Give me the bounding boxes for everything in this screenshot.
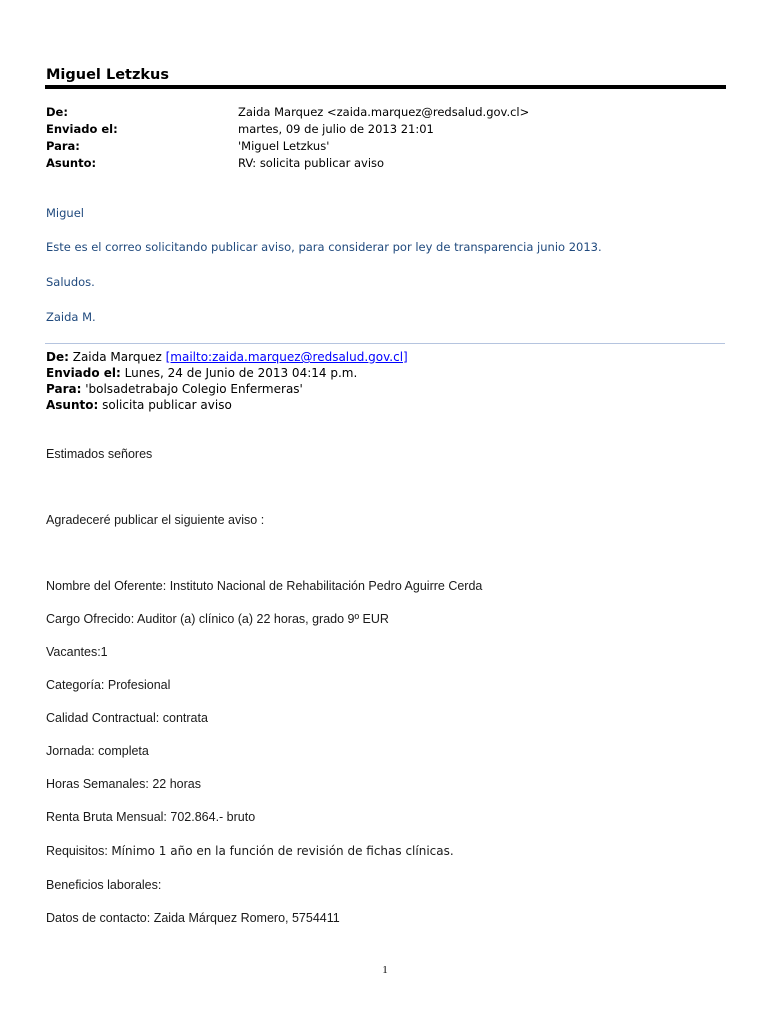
field-requisitos [46,844,454,858]
fwd-intro: Agradeceré publicar el siguiente aviso : [46,513,265,527]
fwd-to-label: Para: [46,382,82,396]
calidad-value: contrata [162,711,208,725]
contacto-value: Zaida Márquez Romero, 5754411 [153,911,340,925]
field-jornada [46,744,149,758]
fwd-sent-row [46,365,357,381]
jornada-label: Jornada: [46,744,95,758]
field-vacantes: Vacantes:1 [46,645,108,659]
oferente-label: Nombre del Oferente: [46,579,167,593]
title-rule [45,85,726,89]
fwd-sent-label: Enviado el: [46,366,121,380]
subject-label: Asunto: [46,156,97,170]
field-horas [46,777,201,791]
body-line1: Este es el correo solicitando publicar aviso, para considerar por ley de transparencia junio 2013. [46,240,602,254]
fwd-sent-value: Lunes, 24 de Junio de 2013 04:14 p.m. [124,366,358,380]
fwd-to-value: 'bolsadetrabajo Colegio Enfermeras' [85,382,303,396]
contacto-label: Datos de contacto: [46,911,151,925]
jornada-value: completa [98,744,149,758]
calidad-label: Calidad Contractual: [46,711,160,725]
horas-value: 22 horas [152,777,201,791]
fwd-salutation: Estimados señores [46,447,153,461]
fwd-from-name: Zaida Marquez [72,350,162,364]
body-greeting: Miguel [46,206,84,220]
recipient-name-title: Miguel Letzkus [46,67,169,83]
body-signature: Zaida M. [46,310,96,324]
field-renta [46,810,255,824]
subject-value: RV: solicita publicar aviso [238,156,385,170]
forward-separator [45,343,725,344]
fwd-from-label: De: [46,350,69,364]
field-categoria [46,678,170,692]
field-calidad [46,711,208,725]
fwd-subject-label: Asunto: [46,398,99,412]
from-label: De: [46,105,68,119]
renta-value: 702.864.- bruto [170,810,256,824]
cargo-value: Auditor (a) clínico (a) 22 horas, grado 9º EUR [137,612,389,626]
to-label: Para: [46,139,80,153]
sent-value: martes, 09 de julio de 2013 21:01 [238,122,434,136]
field-cargo [46,612,389,626]
body-closing: Saludos. [46,275,95,289]
oferente-value: Instituto Nacional de Rehabilitación Pedro Aguirre Cerda [169,579,483,593]
fwd-subject-value: solicita publicar aviso [102,398,232,412]
cargo-label: Cargo Ofrecido: [46,612,135,626]
sent-label: Enviado el: [46,122,118,136]
field-contacto [46,911,340,925]
from-value: Zaida Marquez <zaida.marquez@redsalud.gov.cl> [238,105,530,119]
field-beneficios: Beneficios laborales: [46,878,162,892]
categoria-label: Categoría: [46,678,105,692]
categoria-value: Profesional [107,678,171,692]
to-value: 'Miguel Letzkus' [238,139,330,153]
page-number: 1 [382,964,388,976]
fwd-to-row [46,381,303,397]
horas-label: Horas Semanales: [46,777,149,791]
requisitos-label: Requisitos: [46,844,108,858]
fwd-from-row [46,349,408,365]
requisitos-value: Mínimo 1 año en la función de revisión de fichas clínicas. [111,844,454,858]
field-oferente [46,579,482,593]
renta-label: Renta Bruta Mensual: [46,810,167,824]
fwd-mailto-link[interactable]: [mailto:zaida.marquez@redsalud.gov.cl] [165,350,408,364]
fwd-subject-row [46,397,232,413]
